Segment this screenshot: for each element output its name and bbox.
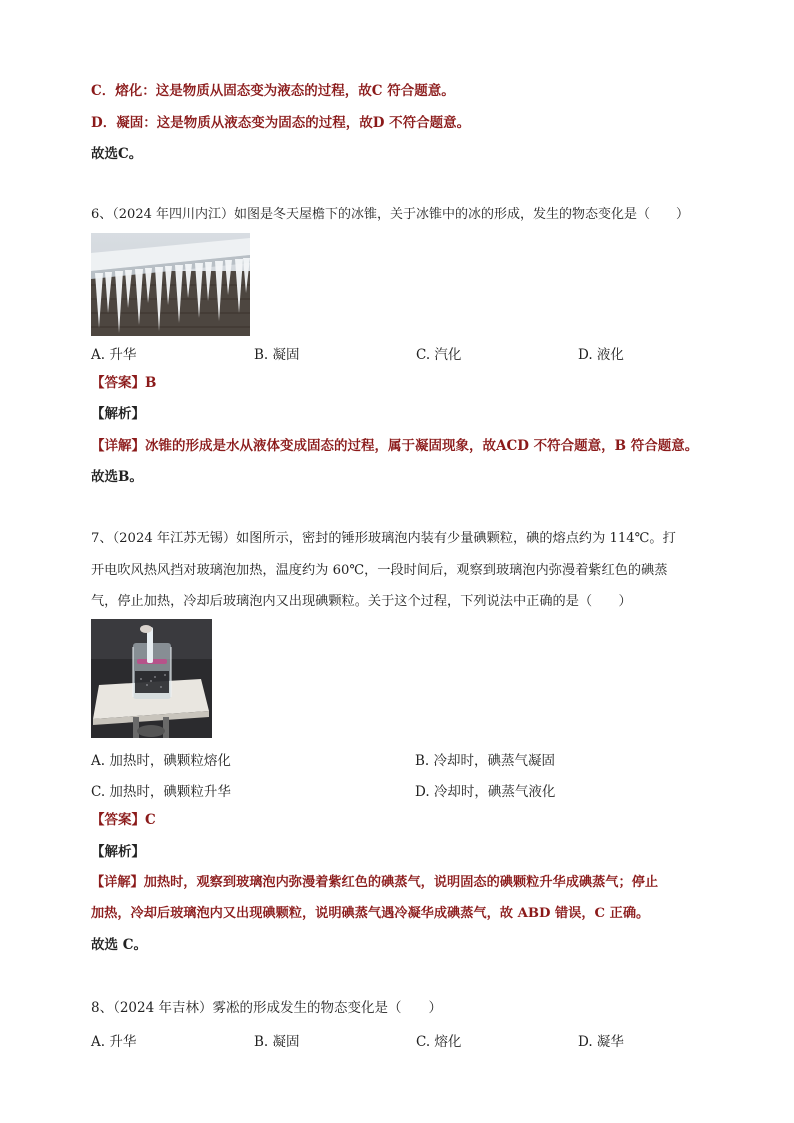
q7-option-d: D. 冷却时，碘蒸气液化 <box>415 784 556 800</box>
q7-detail-line1 <box>91 874 658 892</box>
q6-detail-label: 【详解】 <box>91 438 145 454</box>
q7-stem-line2: 开电吹风热风挡对玻璃泡加热，温度约为 60℃，一段时间后，观察到玻璃泡内弥漫着紫红色的碘蒸 <box>91 563 668 578</box>
q7-option-b: B. 冷却时，碘蒸气凝固 <box>415 753 556 769</box>
prev-option-c-explanation: C．熔化：这是物质从固态变为液态的过程，故C 符合题意。 <box>91 83 455 99</box>
q6-option-b: B. 凝固 <box>254 347 300 363</box>
q8-stem: 8、（2024 年吉林）雾凇的形成发生的物态变化是（ ） <box>91 1000 442 1016</box>
q8-option-d: D. 凝华 <box>578 1034 624 1050</box>
q6-detail-text: 冰锥的形成是水从液体变成固态的过程，属于凝固现象，故ACD 不符合题意，B 符合题意。 <box>145 438 699 454</box>
q7-detail-label: 【详解】 <box>91 875 144 890</box>
prev-option-d-explanation: D．凝固：这是物质从液态变为固态的过程，故D 不符合题意。 <box>91 115 471 131</box>
q7-option-a: A. 加热时，碘颗粒熔化 <box>91 753 231 769</box>
q8-option-a: A. 升华 <box>91 1034 137 1050</box>
q6-answer: 【答案】B <box>91 375 157 391</box>
q6-conclusion: 故选B。 <box>91 469 143 485</box>
q6-option-a: A. 升华 <box>91 347 137 363</box>
q7-option-c: C. 加热时，碘颗粒升华 <box>91 784 231 800</box>
q6-detail <box>91 437 698 455</box>
q7-stem-line1: 7、（2024 年江苏无锡）如图所示，密封的锤形玻璃泡内装有少量碘颗粒，碘的熔点约为 114℃。打 <box>91 531 676 546</box>
q7-detail-text-1: 加热时，观察到玻璃泡内弥漫着紫红色的碘蒸气，说明固态的碘颗粒升华成碘蒸气；停止 <box>143 875 659 890</box>
q7-conclusion: 故选 C。 <box>91 937 147 953</box>
q7-answer: 【答案】C <box>91 812 156 828</box>
q6-option-c: C. 汽化 <box>416 347 462 363</box>
q7-stem-line3: 气，停止加热，冷却后玻璃泡内又出现碘颗粒。关于这个过程，下列说法中正确的是（ ） <box>91 594 632 609</box>
q6-option-d: D. 液化 <box>578 347 624 363</box>
prev-conclusion: 故选C。 <box>91 146 143 162</box>
q7-analysis-label: 【解析】 <box>91 844 145 860</box>
q6-icicle-photo <box>91 233 250 336</box>
q7-iodine-bulb-photo <box>91 619 212 738</box>
q6-stem: 6、（2024 年四川内江）如图是冬天屋檐下的冰锥，关于冰锥中的冰的形成，发生的物态变化是（ ） <box>91 207 689 222</box>
q8-option-c: C. 熔化 <box>416 1034 462 1050</box>
q8-option-b: B. 凝固 <box>254 1034 300 1050</box>
q6-analysis-label: 【解析】 <box>91 406 145 422</box>
q7-detail-line2: 加热，冷却后玻璃泡内又出现碘颗粒，说明碘蒸气遇冷凝华成碘蒸气，故 ABD 错误，C 正确。 <box>91 906 650 921</box>
